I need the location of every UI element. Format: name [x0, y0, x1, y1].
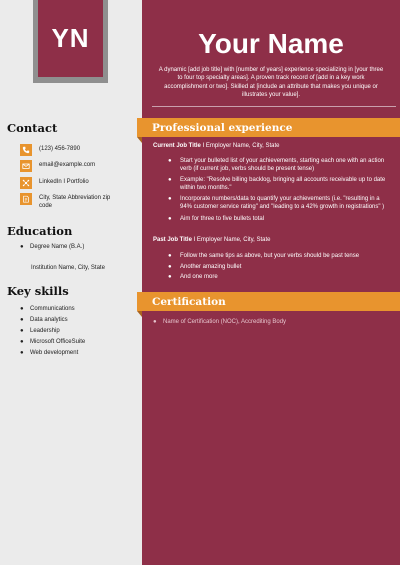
list-item: ● Leadership	[20, 326, 85, 337]
monogram: YN	[38, 0, 103, 77]
bullet-text: And one more	[180, 274, 218, 281]
list-item: ● Communications	[20, 304, 85, 315]
email-icon	[20, 160, 32, 172]
job-header	[153, 143, 280, 149]
bullet-text: Follow the same tips as above, but your verbs should be past tense	[180, 253, 360, 259]
institution-text: Institution Name, City, State	[31, 265, 105, 271]
list-item: ● Example: "Resolve billing backlog, bringing all accounts receivable up to date within two months."	[168, 177, 393, 192]
left-sidebar	[0, 0, 142, 565]
banner-fold	[137, 311, 142, 317]
list-item: ● Follow the same tips as above, but your verbs should be past tense	[168, 253, 360, 259]
bullet-text: Example: "Resolve billing backlog, bringing all accounts receivable up to date within two months."	[180, 177, 386, 191]
phone-icon	[20, 144, 32, 156]
list-item: ● Name of Certification (NOC), Accrediting Body	[153, 319, 287, 325]
list-item: ● Degree Name (B.A.)	[20, 242, 84, 253]
skill-text: Microsoft OfficeSuite	[30, 339, 86, 345]
skills-heading: Key skills	[7, 284, 69, 298]
skills-list	[20, 304, 85, 359]
linkedin-text[interactable]: LinkedIn I Portfolio	[39, 179, 89, 185]
bullet-text: Aim for three to five bullets total	[180, 215, 265, 222]
job-employer: I Employer Name, City, State	[191, 237, 271, 243]
banner-fold	[137, 137, 142, 143]
summary-text: A dynamic [add job title] with [number of years] experience specializing in [your three to four top specialty areas]. A proven track record of [add in a key work accomplishment or two]. Skilled at [include an attribute that makes you unique or illustrates your value].	[158, 67, 384, 99]
list-item: ● Aim for three to five bullets total	[168, 215, 265, 222]
list-item: ● Web development	[20, 348, 85, 359]
list-item: ● Microsoft OfficeSuite	[20, 337, 85, 348]
contact-email[interactable]	[20, 160, 124, 172]
education-heading: Education	[7, 224, 73, 238]
email-text[interactable]: email@example.com	[39, 162, 96, 168]
job-title: Past Job Title	[153, 237, 192, 243]
location-icon	[20, 193, 32, 205]
certification-list	[153, 319, 393, 331]
job-employer: I Employer Name, City, State	[200, 143, 280, 149]
skill-text: Leadership	[30, 328, 60, 334]
contact-address	[20, 193, 124, 210]
phone-text: (123) 456-7890	[39, 146, 81, 152]
experience-banner: Professional experience	[137, 118, 400, 137]
certification-text: Name of Certification (NOC), Accrediting Body	[163, 319, 287, 325]
education-list	[20, 242, 84, 253]
list-item: ● Data analytics	[20, 315, 85, 326]
list-item: ● And one more	[168, 274, 218, 281]
contact-heading: Contact	[7, 121, 58, 135]
job-header	[153, 237, 271, 243]
bullet-text: Start your bulleted list of your achievements, starting each one with an action verb (if current job, verbs should be present tense)	[180, 158, 385, 172]
job-bullets	[168, 158, 393, 227]
list-item: ● Incorporate numbers/data to quantify your achievements (i.e. "resulting in a 94% customer service rating" and "leading to a 42% growth in registrations" )	[168, 196, 393, 211]
list-item: ● Another amazing bullet	[168, 263, 242, 270]
skill-text: Data analytics	[30, 317, 68, 323]
degree-text: Degree Name (B.A.)	[30, 244, 85, 250]
candidate-name: Your Name	[198, 28, 344, 59]
list-item: ● Start your bulleted list of your achievements, starting each one with an action verb (if current job, verbs should be present tense)	[168, 158, 393, 173]
job-title: Current Job Title	[153, 143, 201, 149]
bullet-text: Incorporate numbers/data to quantify your achievements (i.e. "resulting in a 94% customer service rating" and "leading to a 42% growth in registrations" )	[180, 196, 385, 210]
linkedin-icon	[20, 177, 32, 189]
bullet-text: Another amazing bullet	[180, 263, 242, 270]
header-divider	[152, 106, 396, 107]
skill-text: Web development	[30, 350, 79, 356]
contact-linkedin[interactable]	[20, 177, 124, 189]
skill-text: Communications	[30, 306, 75, 312]
contact-phone	[20, 144, 124, 156]
certification-banner: Certification	[137, 292, 400, 311]
job-bullets	[168, 253, 393, 285]
address-text: City, State Abbreviation zip code	[39, 195, 111, 209]
